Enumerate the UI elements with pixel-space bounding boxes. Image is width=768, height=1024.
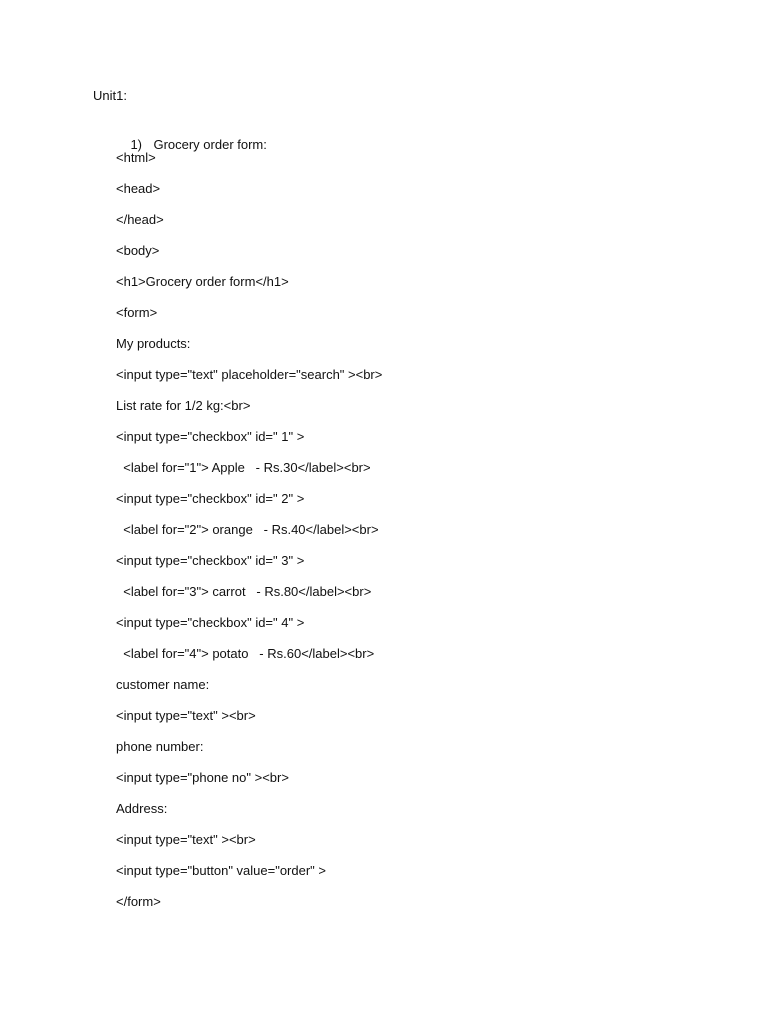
code-line: <html> bbox=[116, 150, 156, 165]
code-line: <head> bbox=[116, 181, 161, 196]
code-line: <input type="text" ><br> bbox=[116, 832, 256, 847]
code-line: <label for="2"> orange - Rs.40</label><br> bbox=[116, 522, 379, 537]
unit-heading: Unit1: bbox=[93, 88, 127, 103]
code-line: My products: bbox=[116, 336, 191, 351]
code-line: <body> bbox=[116, 243, 160, 258]
code-listing bbox=[116, 149, 382, 924]
code-line: <input type="checkbox" id=" 2" > bbox=[116, 491, 305, 506]
code-line: <input type="text" placeholder="search" ><br> bbox=[116, 367, 383, 382]
code-line: List rate for 1/2 kg:<br> bbox=[116, 398, 251, 413]
code-line: <form> bbox=[116, 305, 158, 320]
code-line: </form> bbox=[116, 894, 161, 909]
list-item-title: Grocery order form: bbox=[153, 137, 267, 152]
code-line: <input type="button" value="order" > bbox=[116, 863, 326, 878]
code-line: <input type="checkbox" id=" 4" > bbox=[116, 615, 305, 630]
code-line: phone number: bbox=[116, 739, 204, 754]
code-line: <label for="3"> carrot - Rs.80</label><br> bbox=[116, 584, 372, 599]
code-line: <label for="1"> Apple - Rs.30</label><br> bbox=[116, 460, 371, 475]
code-line: <h1>Grocery order form</h1> bbox=[116, 274, 289, 289]
code-line: Address: bbox=[116, 801, 168, 816]
code-line: <input type="phone no" ><br> bbox=[116, 770, 289, 785]
code-line: <label for="4"> potato - Rs.60</label><br> bbox=[116, 646, 375, 661]
code-line: <input type="text" ><br> bbox=[116, 708, 256, 723]
code-line: </head> bbox=[116, 212, 164, 227]
code-line: customer name: bbox=[116, 677, 210, 692]
list-item-number: 1) bbox=[130, 137, 143, 152]
code-line: <input type="checkbox" id=" 1" > bbox=[116, 429, 305, 444]
code-line: <input type="checkbox" id=" 3" > bbox=[116, 553, 305, 568]
